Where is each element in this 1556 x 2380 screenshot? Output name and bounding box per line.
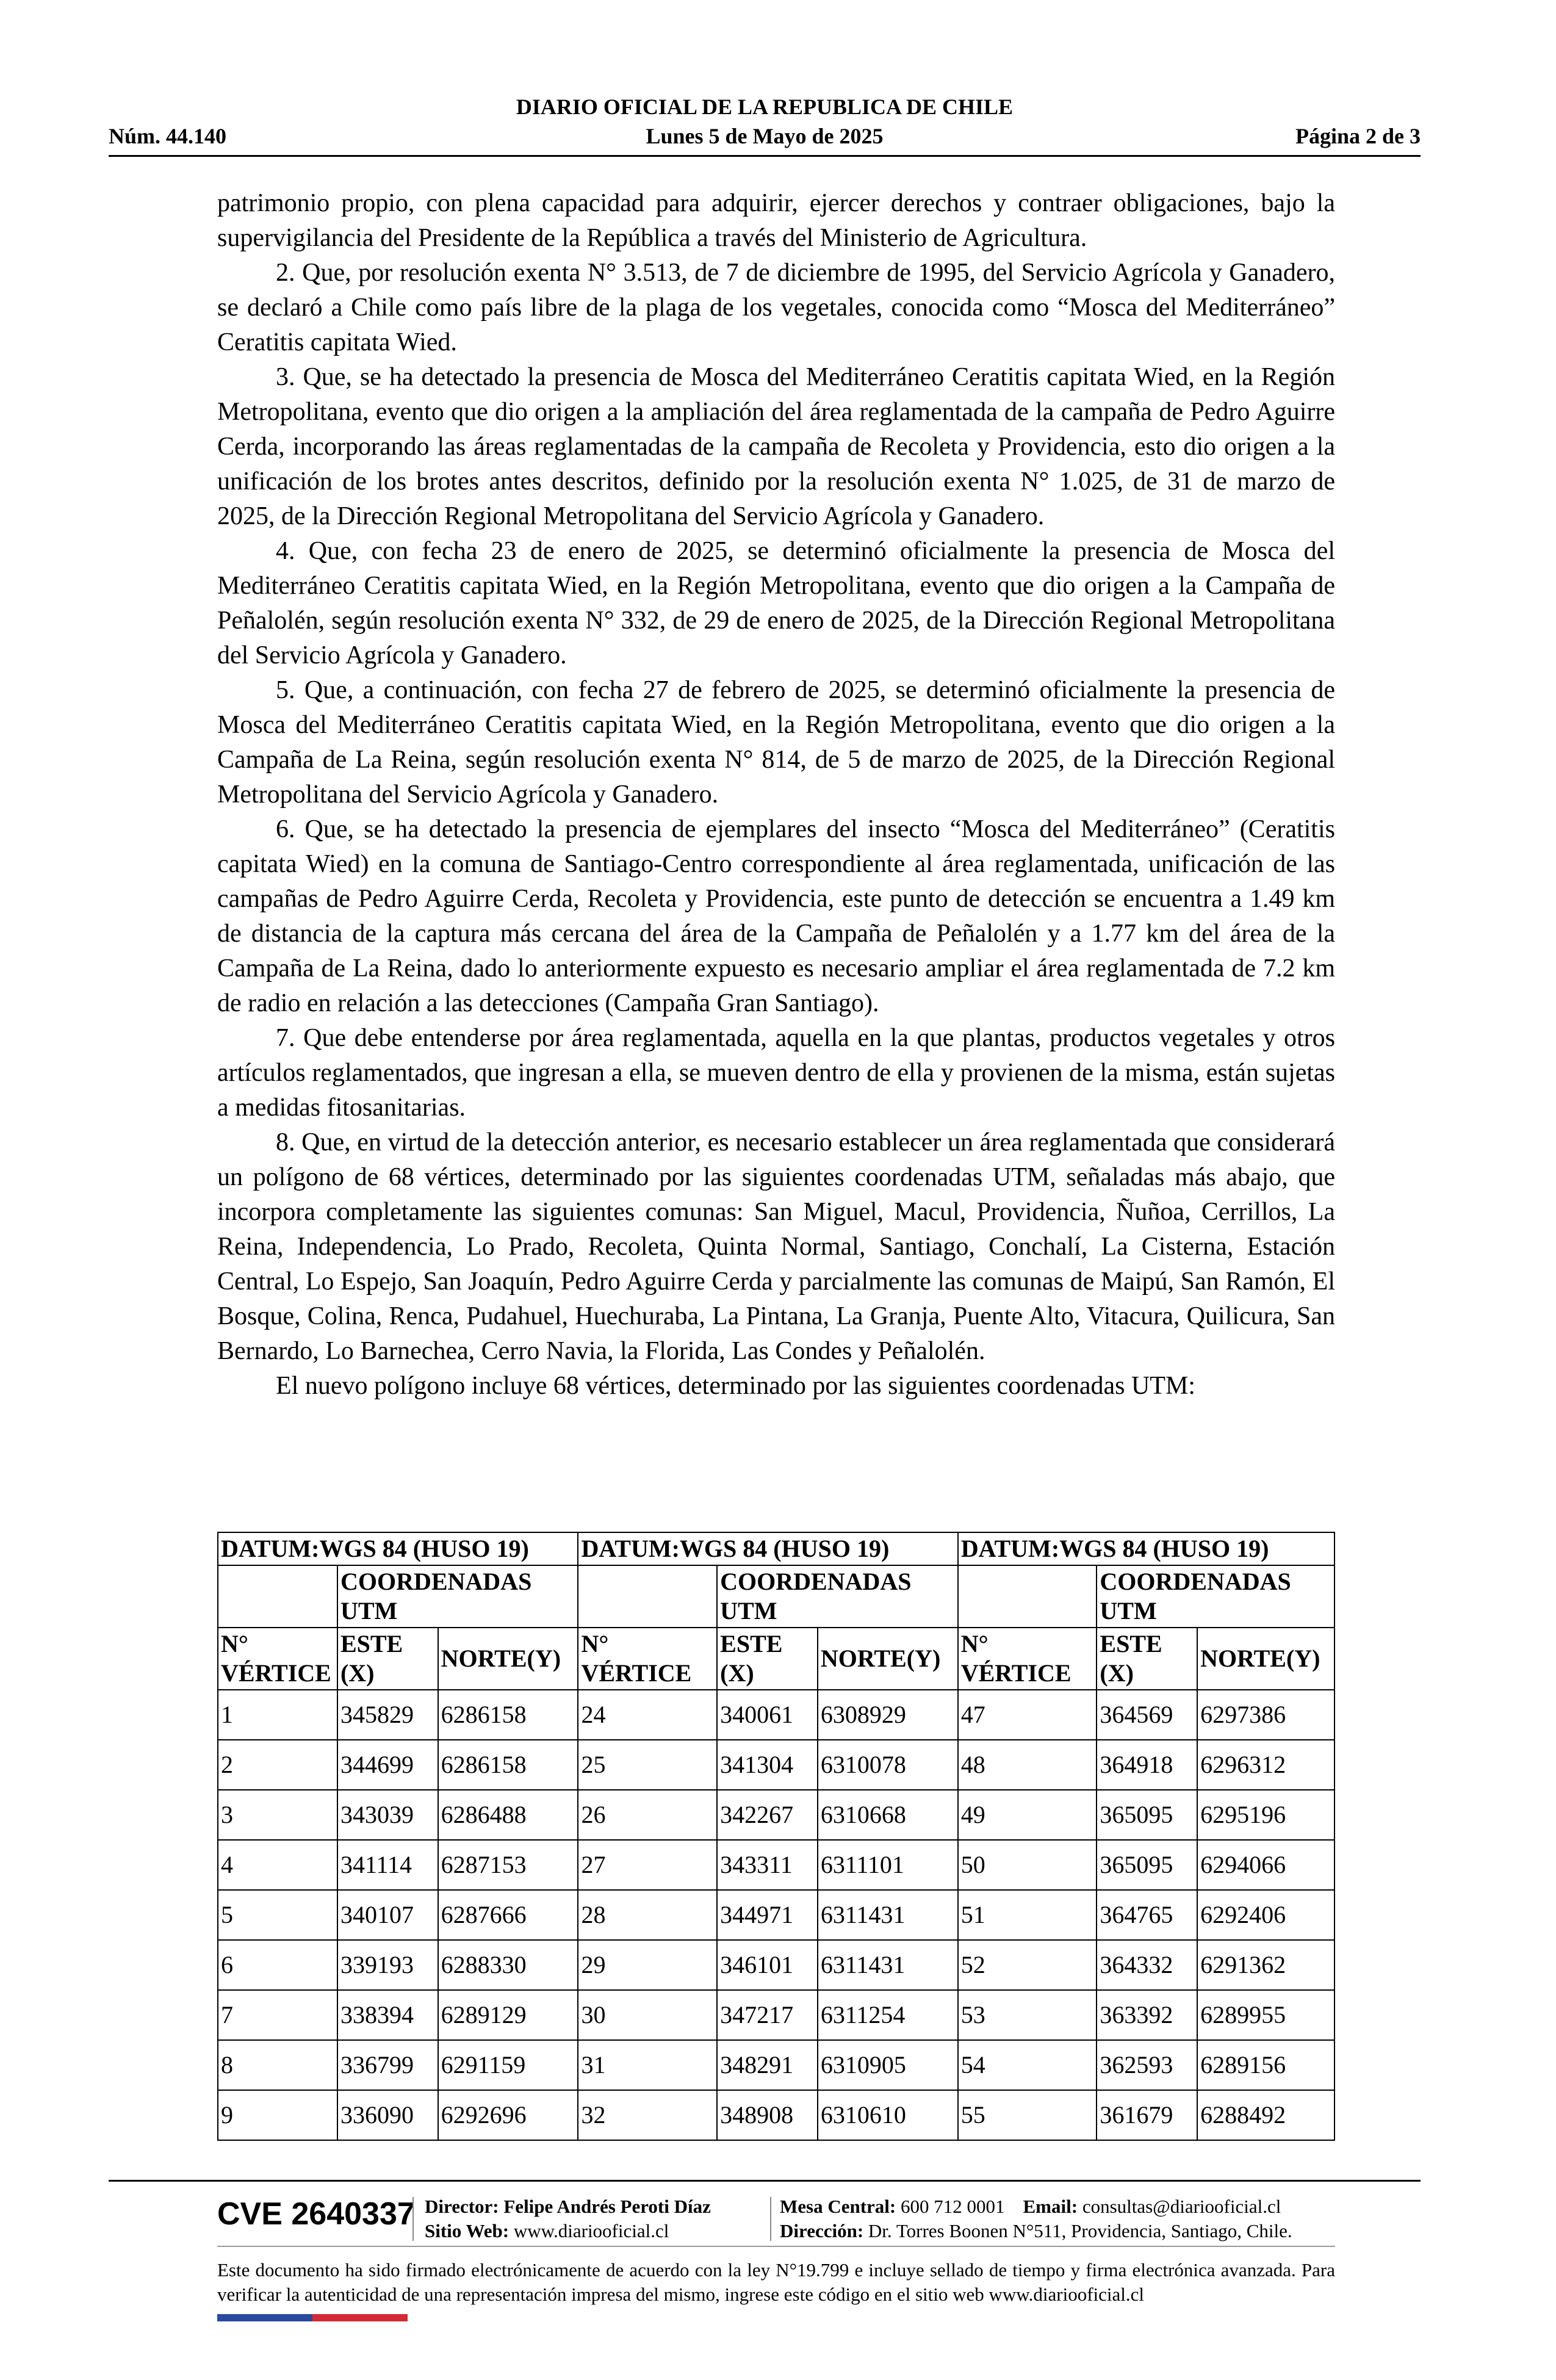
norte-cell: 6310078 [818,1740,958,1790]
datum-header: DATUM:WGS 84 (HUSO 19) [218,1532,578,1565]
vertex-cell: 7 [218,1990,337,2040]
paragraph: 3. Que, se ha detectado la presencia de Mosca del Mediterráneo Ceratitis capitata Wied, en la Región Metropolitana, evento que dio origen a la ampliación del área reglamentada de la campaña de Pedro Aguirre Cerda, incorporando las áreas reglamentadas de la campaña de Recoleta y Providencia, esto dio origen a la unificación de los brotes antes descritos, definido por la resolución exenta N° 1.025, de 31 de marzo de 2025, de la Dirección Regional Metropolitana del Servicio Agrícola y Ganadero. [217,363,1335,530]
col-norte: NORTE(Y) [1197,1628,1334,1690]
chile-flag-strip [217,2314,408,2321]
norte-cell: 6289129 [438,1990,578,2040]
este-cell: 341114 [337,1840,438,1890]
este-cell: 338394 [337,1990,438,2040]
vertex-cell: 8 [218,2040,337,2090]
vertex-cell: 29 [578,1940,717,1990]
paragraph: El nuevo polígono incluye 68 vértices, determinado por las siguientes coordenadas UTM: [276,1372,1195,1400]
norte-cell: 6294066 [1197,1840,1334,1890]
paragraph: 8. Que, en virtud de la detección anterior, es necesario establecer un área reglamentada que considerará un polígono de 68 vértices, determinado por las siguientes coordenadas UTM, señaladas más abajo, que incorpora completamente las siguientes comunas: San Miguel, Macul, Providencia, Ñuñoa, Cerrillos, La Reina, Independencia, Lo Prado, Recoleta, Quinta Normal, Santiago, Conchalí, La Cisterna, Estación Central, Lo Espejo, San Joaquín, Pedro Aguirre Cerda y parcialmente las comunas de Maipú, San Ramón, El Bosque, Colina, Renca, Pudahuel, Huechuraba, La Pintana, La Granja, Puente Alto, Vitacura, Quilicura, San Bernardo, Lo Barnechea, Cerro Navia, la Florida, Las Condes y Peñalolén. [217,1128,1335,1365]
norte-cell: 6297386 [1197,1690,1334,1740]
paragraph: patrimonio propio, con plena capacidad para adquirir, ejercer derechos y contraer obligaciones, bajo la supervigilancia del Presidente de la República a través del Ministerio de Agricultura. [217,189,1335,252]
este-cell: 364765 [1097,1890,1197,1940]
este-cell: 340107 [337,1890,438,1940]
table-row [218,1940,1334,1990]
vertex-cell: 4 [218,1840,337,1890]
cve-code: CVE 2640337 [217,2196,415,2232]
datum-header: DATUM:WGS 84 (HUSO 19) [578,1532,957,1565]
vertex-cell: 53 [958,1990,1097,2040]
norte-cell: 6310610 [818,2090,958,2140]
este-cell: 348908 [717,2090,818,2140]
footer-separator [412,2197,414,2241]
norte-cell: 6311254 [818,1990,958,2040]
norte-cell: 6289955 [1197,1990,1334,2040]
este-cell: 348291 [717,2040,818,2090]
column-header-row [218,1628,1334,1690]
vertex-cell: 27 [578,1840,717,1890]
norte-cell: 6308929 [818,1690,958,1740]
norte-cell: 6289156 [1197,2040,1334,2090]
mesa-phone: 600 712 0001 [901,2196,1005,2217]
table-row [218,1990,1334,2040]
norte-cell: 6295196 [1197,1790,1334,1840]
datum-row [218,1532,1334,1565]
address-text: Dr. Torres Boonen N°511, Providencia, Santiago, Chile. [868,2220,1292,2241]
este-cell: 341304 [717,1740,818,1790]
gazette-title: DIARIO OFICIAL DE LA REPUBLICA DE CHILE [516,95,1014,119]
col-vertex: N° VÉRTICE [578,1628,717,1690]
page-header [109,92,1421,153]
header-divider [109,155,1421,157]
norte-cell: 6286158 [438,1740,578,1790]
web-link[interactable]: www.diariooficial.cl [513,2220,669,2241]
issue-number: Núm. 44.140 [109,124,227,148]
este-cell: 343039 [337,1790,438,1840]
vertex-cell: 26 [578,1790,717,1840]
col-este: ESTE (X) [717,1628,818,1690]
utm-coordinates-table [217,1532,1335,2141]
norte-cell: 6292406 [1197,1890,1334,1940]
col-norte: NORTE(Y) [438,1628,578,1690]
vertex-cell: 32 [578,2090,717,2140]
footer-right [780,2194,1292,2243]
table-row [218,2090,1334,2140]
table-row [218,1840,1334,1890]
email-link[interactable]: consultas@diariooficial.cl [1082,2196,1281,2217]
vertex-cell: 49 [958,1790,1097,1840]
empty-cell [958,1565,1097,1628]
col-vertex: N° VÉRTICE [218,1628,337,1690]
vertex-cell: 9 [218,2090,337,2140]
norte-cell: 6311101 [818,1840,958,1890]
table-row [218,2040,1334,2090]
norte-cell: 6288330 [438,1940,578,1990]
norte-cell: 6310668 [818,1790,958,1840]
paragraph: 6. Que, se ha detectado la presencia de ejemplares del insecto “Mosca del Mediterráneo” (Ceratitis capitata Wied) en la comuna de Santiago-Centro correspondiente al área reglamentada, unificación de las campañas de Pedro Aguirre Cerda, Recoleta y Providencia, este punto de detección se encuentra a 1.49 km de distancia de la captura más cercana del área de la Campaña de Peñalolén y a 1.77 km del área de la Campaña de La Reina, dado lo anteriormente expuesto es necesario ampliar el área reglamentada de 7.2 km de radio en relación a las detecciones (Campaña Gran Santiago). [217,815,1335,1017]
norte-cell: 6310905 [818,2040,958,2090]
page-indicator: Página 2 de 3 [1295,124,1421,148]
coord-header-row [218,1565,1334,1628]
mesa-label: Mesa Central: [780,2196,896,2217]
vertex-cell: 30 [578,1990,717,2040]
paragraph: 5. Que, a continuación, con fecha 27 de febrero de 2025, se determinó oficialmente la presencia de Mosca del Mediterráneo Ceratitis capitata Wied, en la Región Metropolitana, evento que dio origen a la Campaña de La Reina, según resolución exenta N° 814, de 5 de marzo de 2025, de la Dirección Regional Metropolitana del Servicio Agrícola y Ganadero. [217,676,1335,809]
col-este: ESTE (X) [337,1628,438,1690]
director-name: Felipe Andrés Peroti Díaz [503,2196,711,2217]
este-cell: 339193 [337,1940,438,1990]
footer-divider-thin [217,2246,1335,2247]
este-cell: 347217 [717,1990,818,2040]
este-cell: 340061 [717,1690,818,1740]
este-cell: 365095 [1097,1790,1197,1840]
flag-blue-band [217,2314,312,2321]
paragraph: 7. Que debe entenderse por área reglamentada, aquella en la que plantas, productos vegetales y otros artículos reglamentados, que ingresan a ella, se mueven dentro de ella y provienen de la misma, están sujetas a medidas fitosanitarias. [217,1024,1335,1122]
este-cell: 336799 [337,2040,438,2090]
norte-cell: 6288492 [1197,2090,1334,2140]
col-norte: NORTE(Y) [818,1628,958,1690]
norte-cell: 6311431 [818,1890,958,1940]
este-cell: 363392 [1097,1990,1197,2040]
este-cell: 364332 [1097,1940,1197,1990]
vertex-cell: 25 [578,1740,717,1790]
issue-date: Lunes 5 de Mayo de 2025 [646,124,884,148]
email-label: Email: [1023,2196,1078,2217]
este-cell: 344699 [337,1740,438,1790]
coord-header: COORDENADAS UTM [1097,1565,1334,1628]
norte-cell: 6286158 [438,1690,578,1740]
este-cell: 365095 [1097,1840,1197,1890]
datum-header: DATUM:WGS 84 (HUSO 19) [958,1532,1334,1565]
table-row [218,1890,1334,1940]
este-cell: 362593 [1097,2040,1197,2090]
vertex-cell: 28 [578,1890,717,1940]
vertex-cell: 47 [958,1690,1097,1740]
este-cell: 336090 [337,2090,438,2140]
table-row [218,1790,1334,1840]
vertex-cell: 6 [218,1940,337,1990]
vertex-cell: 54 [958,2040,1097,2090]
vertex-cell: 31 [578,2040,717,2090]
norte-cell: 6287153 [438,1840,578,1890]
este-cell: 343311 [717,1840,818,1890]
norte-cell: 6292696 [438,2090,578,2140]
norte-cell: 6287666 [438,1890,578,1940]
table-row [218,1740,1334,1790]
este-cell: 342267 [717,1790,818,1840]
este-cell: 344971 [717,1890,818,1940]
footer-divider [109,2180,1421,2182]
signature-note: Este documento ha sido firmado electrónicamente de acuerdo con la ley N°19.799 e incluye sellado de tiempo y firma electrónica avanzada. Para verificar la autenticidad de una representación impresa del mismo, ingrese este código en el sitio web www.diariooficial.cl [217,2259,1335,2305]
norte-cell: 6311431 [818,1940,958,1990]
paragraph: 4. Que, con fecha 23 de enero de 2025, se determinó oficialmente la presencia de Mosca del Mediterráneo Ceratitis capitata Wied, en la Región Metropolitana, evento que dio origen a la Campaña de Peñalolén, según resolución exenta N° 332, de 29 de enero de 2025, de la Dirección Regional Metropolitana del Servicio Agrícola y Ganadero. [217,537,1335,669]
norte-cell: 6296312 [1197,1740,1334,1790]
flag-red-band [312,2314,408,2321]
paragraph: 2. Que, por resolución exenta N° 3.513, de 7 de diciembre de 1995, del Servicio Agrícola y Ganadero, se declaró a Chile como país libre de la plaga de los vegetales, conocida como “Mosca del Mediterráneo” Ceratitis capitata Wied. [217,259,1335,356]
norte-cell: 6286488 [438,1790,578,1840]
este-cell: 346101 [717,1940,818,1990]
vertex-cell: 50 [958,1840,1097,1890]
este-cell: 364569 [1097,1690,1197,1740]
este-cell: 364918 [1097,1740,1197,1790]
vertex-cell: 5 [218,1890,337,1940]
col-este: ESTE (X) [1097,1628,1197,1690]
footer-separator [770,2197,771,2241]
este-cell: 361679 [1097,2090,1197,2140]
vertex-cell: 3 [218,1790,337,1840]
director-label: Director: [425,2196,499,2217]
vertex-cell: 1 [218,1690,337,1740]
empty-cell [578,1565,717,1628]
address-label: Dirección: [780,2220,864,2241]
utm-data-rows [218,1690,1334,2140]
vertex-cell: 55 [958,2090,1097,2140]
este-cell: 345829 [337,1690,438,1740]
table-row [218,1690,1334,1740]
document-body [217,186,1335,1404]
empty-cell [218,1565,337,1628]
coord-header: COORDENADAS UTM [717,1565,958,1628]
norte-cell: 6291362 [1197,1940,1334,1990]
vertex-cell: 51 [958,1890,1097,1940]
footer-left [425,2194,711,2243]
vertex-cell: 2 [218,1740,337,1790]
vertex-cell: 48 [958,1740,1097,1790]
coord-header: COORDENADAS UTM [337,1565,578,1628]
vertex-cell: 52 [958,1940,1097,1990]
vertex-cell: 24 [578,1690,717,1740]
norte-cell: 6291159 [438,2040,578,2090]
col-vertex: N° VÉRTICE [958,1628,1097,1690]
web-label: Sitio Web: [425,2220,510,2241]
